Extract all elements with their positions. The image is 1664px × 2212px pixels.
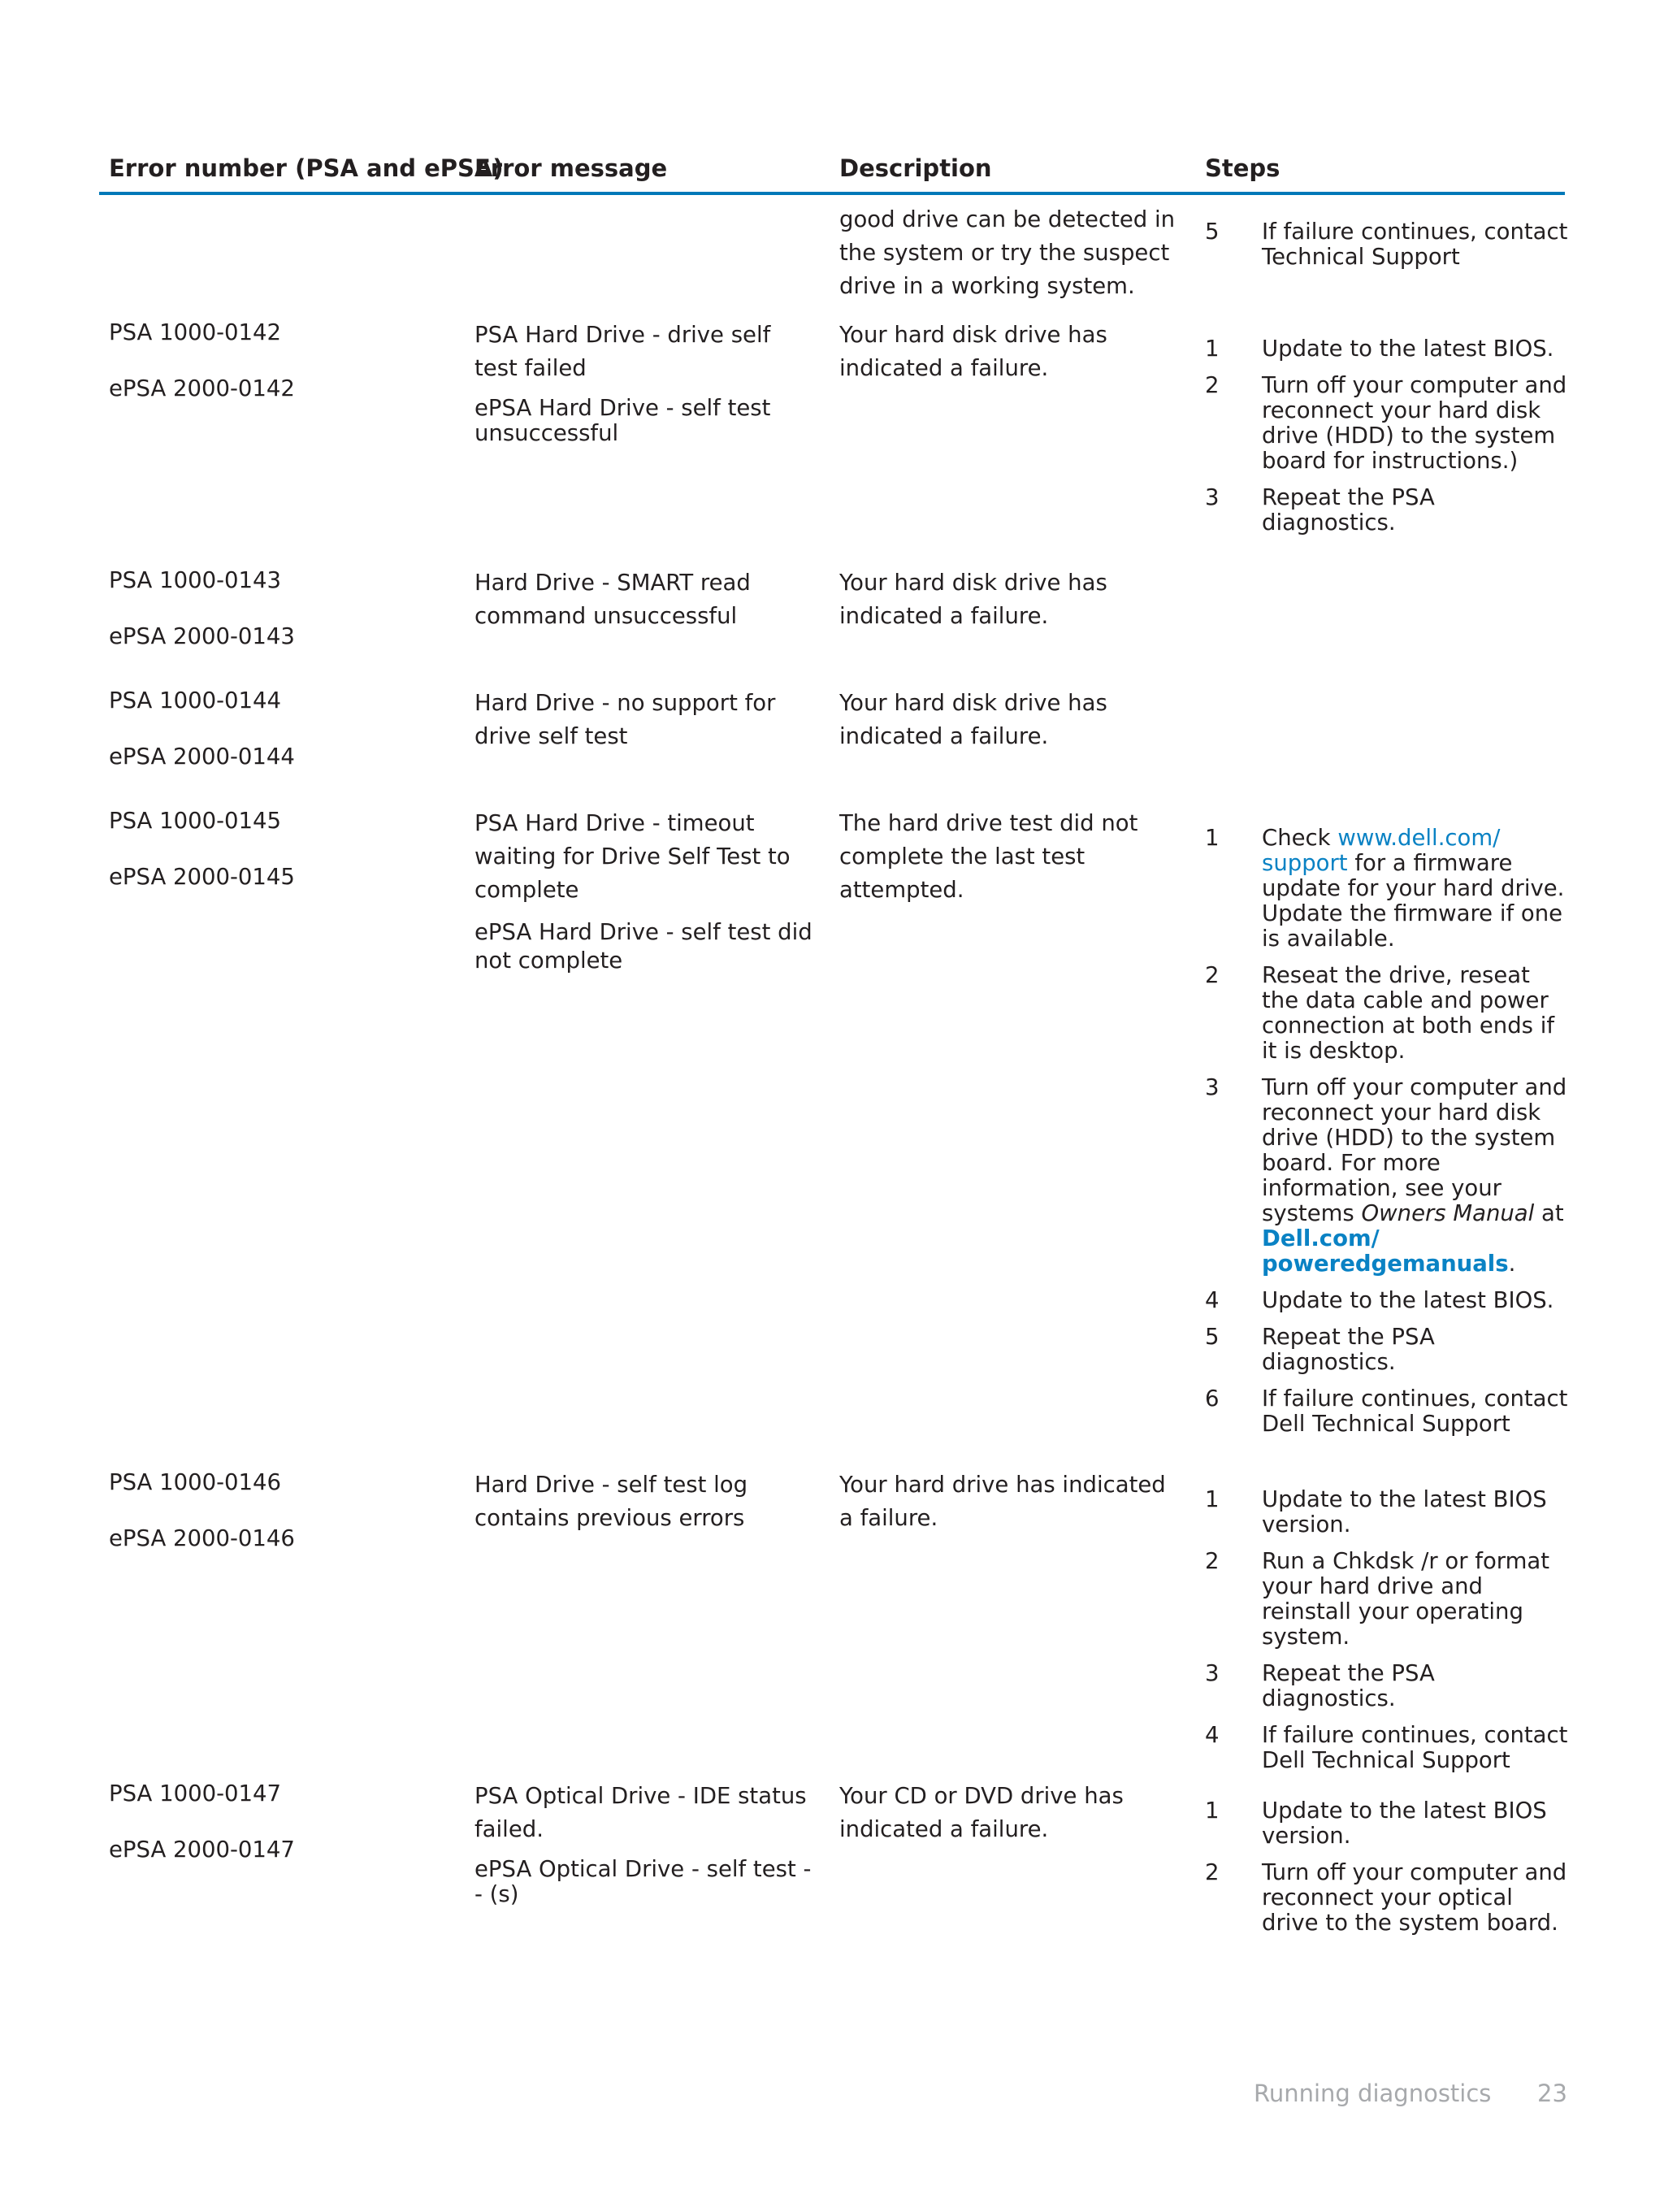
column-header-description: Description (839, 154, 992, 182)
step-item: 1 Update to the latest BIOS version. (1205, 1798, 1547, 1849)
dell-support-link[interactable]: www.dell.com/ (1337, 825, 1501, 851)
column-header-steps: Steps (1205, 154, 1280, 182)
step-item: 2 Run a Chkdsk /r or format your hard drive and reinstall your operating system. (1205, 1548, 1550, 1650)
step-item: 3 Repeat the PSA diagnostics. (1205, 484, 1435, 536)
step-item: 5 If failure continues, contact Technical Support (1205, 219, 1568, 270)
table-header (99, 153, 1565, 195)
step-item: 3 Turn off your computer and reconnect your hard disk drive (HDD) to the system board. For more information, see your systems Owners Manual at Dell.com/ poweredgemanuals. (1205, 1074, 1567, 1277)
step-item: 6 If failure continues, contact Dell Technical Support (1205, 1386, 1568, 1437)
error-message: ePSA Optical Drive - self test -- (s) (474, 1856, 812, 1907)
epsa-code: ePSA 2000-0143 (109, 623, 295, 649)
psa-code: PSA 1000-0145 (109, 808, 281, 834)
step-item: 2 Turn off your computer and reconnect your optical drive to the system board. (1205, 1859, 1567, 1936)
step-item: 4 If failure continues, contact Dell Technical Support (1205, 1722, 1568, 1773)
epsa-code: ePSA 2000-0146 (109, 1525, 295, 1551)
description-cell: Your hard drive has indicated a failure. (839, 1472, 1166, 1531)
error-message: PSA Optical Drive - IDE status failed. (474, 1783, 807, 1842)
step-item: 5 Repeat the PSA diagnostics. (1205, 1324, 1435, 1375)
poweredge-manuals-link[interactable]: poweredgemanuals (1262, 1251, 1509, 1277)
description-cell: Your hard disk drive has indicated a failure. (839, 690, 1107, 749)
epsa-code: ePSA 2000-0144 (109, 744, 295, 770)
column-header-error-message: Error message (474, 154, 668, 182)
error-message: PSA Hard Drive - timeout waiting for Drive Self Test to complete (474, 810, 791, 903)
error-message: Hard Drive - self test log contains previous errors (474, 1472, 748, 1531)
footer-section-title: Running diagnostics (1254, 2080, 1492, 2107)
column-header-error-number: Error number (PSA and ePSA) (109, 154, 504, 182)
description-cell: The hard drive test did not complete the last test attempted. (839, 810, 1138, 903)
step-item: 1 Update to the latest BIOS. (1205, 336, 1554, 362)
epsa-code: ePSA 2000-0147 (109, 1837, 295, 1863)
step-item: 2 Turn off your computer and reconnect your hard disk drive (HDD) to the system board for instructions.) (1205, 372, 1567, 474)
step-item: 3 Repeat the PSA diagnostics. (1205, 1660, 1435, 1711)
dell-support-link[interactable]: support (1262, 850, 1348, 876)
psa-code: PSA 1000-0144 (109, 687, 281, 713)
psa-code: PSA 1000-0146 (109, 1469, 281, 1495)
error-message: PSA Hard Drive - drive self test failed (474, 322, 771, 381)
steps-list (1205, 1798, 1571, 1947)
step-item: 1 Check www.dell.com/ support for a firmware update for your hard drive. Update the firmware if one is available. (1205, 825, 1565, 952)
description-cell: Your hard disk drive has indicated a failure. (839, 322, 1107, 381)
step-item: 2 Reseat the drive, reseat the data cable and power connection at both ends if it is desktop. (1205, 962, 1555, 1064)
error-message: Hard Drive - no support for drive self test (474, 690, 776, 749)
poweredge-manuals-link[interactable]: Dell.com/ (1262, 1225, 1380, 1251)
description-cell: Your CD or DVD drive has indicated a failure. (839, 1783, 1124, 1842)
psa-code: PSA 1000-0147 (109, 1780, 281, 1806)
steps-list (1205, 219, 1571, 281)
steps-list (1205, 1487, 1571, 1785)
error-message: Hard Drive - SMART read command unsuccessful (474, 570, 751, 629)
steps-list (1205, 826, 1571, 1448)
step-item: 1 Update to the latest BIOS version. (1205, 1486, 1547, 1538)
error-message: ePSA Hard Drive - self test unsuccessful (474, 395, 771, 446)
description-cell: Your hard disk drive has indicated a failure. (839, 570, 1107, 629)
psa-code: PSA 1000-0143 (109, 567, 281, 593)
psa-code: PSA 1000-0142 (109, 319, 281, 345)
steps-list (1205, 336, 1571, 547)
epsa-code: ePSA 2000-0145 (109, 864, 295, 890)
page-number: 23 (1537, 2080, 1567, 2107)
epsa-code: ePSA 2000-0142 (109, 375, 295, 401)
error-message: ePSA Hard Drive - self test did not complete (474, 919, 812, 974)
step-item: 4 Update to the latest BIOS. (1205, 1287, 1554, 1313)
description-cell: good drive can be detected in the system or try the suspect drive in a working system. (839, 206, 1176, 299)
